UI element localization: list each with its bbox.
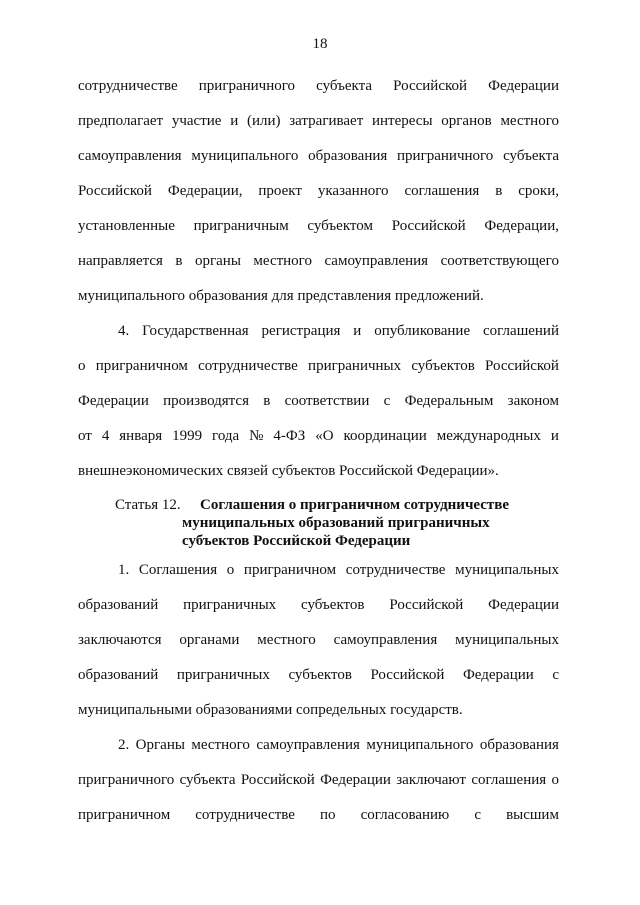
word: и [550,428,559,444]
word: Органы [135,737,185,753]
word: соответствующего [440,253,559,269]
word: 4-ФЗ [273,428,306,444]
word: муниципальных [455,632,559,648]
text-line [78,356,559,376]
word: муниципальных [455,562,559,578]
word: января [119,428,163,444]
word: сотрудничестве [345,562,446,578]
word: образований [78,667,159,683]
word: приграничных [176,667,270,683]
word: с [474,807,481,823]
word: органов [441,113,492,129]
text-line: муниципальными образованиями сопредельных государств. [78,702,463,718]
text-line [118,321,559,341]
word: органами [179,632,240,648]
word: в [495,183,503,199]
word: в [263,393,271,409]
word: проект [258,183,302,199]
word: соглашения [404,183,480,199]
word: законом [507,393,559,409]
text-line [78,146,559,166]
word: Российской [370,667,445,683]
word: о [551,772,559,788]
word: координации [343,428,427,444]
word: местного [191,737,250,753]
word: муниципального [191,148,299,164]
word: приграничном [78,807,171,823]
word: муниципального [366,737,474,753]
article-label: Статья 12. [115,497,181,513]
article-title-line: Соглашения о приграничном сотрудничестве [200,497,510,513]
word: высшим [506,807,559,823]
word: Российской [393,78,468,94]
text-line [78,665,559,685]
text-line [78,251,559,271]
word: приграничного [397,148,494,164]
text-line [78,76,559,96]
text-line [78,181,559,201]
word: местного [253,253,312,269]
word: затрагивает [289,113,364,129]
word: Федерации, [167,183,243,199]
word: и [230,113,239,129]
word: самоуправления [78,148,182,164]
word: Федерации [320,772,391,788]
word: заключают [396,772,466,788]
word: сотрудничестве [198,358,298,374]
word: Российской [78,183,152,199]
word: регистрация [261,323,341,339]
word: 1999 [172,428,203,444]
word: в [175,253,183,269]
word: направляется [78,253,163,269]
word: Российской [389,597,464,613]
word: соглашения [471,772,547,788]
word: приграничного [198,78,296,94]
article-title-line: муниципальных образований приграничных [182,515,490,531]
word: приграничном [243,562,337,578]
text-line: внешнеэкономических связей субъектов Российской Федерации». [78,463,499,479]
word: сотрудничестве [78,78,178,94]
word: (или) [246,113,281,129]
text-line [78,595,559,615]
word: по [320,807,336,823]
word: согласованию [360,807,450,823]
word: Федерации [488,78,559,94]
word: с [552,667,559,683]
text-line [78,770,559,790]
word: предполагает [78,113,164,129]
text-line [78,111,559,131]
word: от [78,428,92,444]
word: интересы [372,113,433,129]
article-title-line: субъектов Российской Федерации [182,533,411,549]
text-line [78,426,559,446]
word: самоуправления [333,632,438,648]
word: местного [257,632,316,648]
text-line [118,735,559,755]
word: Государственная [142,323,249,339]
text-line [78,216,559,236]
word: установленные [78,218,175,234]
word: 4 [101,428,110,444]
word: Федеральным [404,393,494,409]
word: заключаются [78,632,162,648]
word: Федерации [488,597,559,613]
word: приграничном [95,358,188,374]
word: о [78,358,86,374]
word: субъекта [179,772,236,788]
word: 1. [118,562,130,578]
word: 2. [118,737,130,753]
text-line [78,630,559,650]
word: приграничных [308,358,402,374]
word: приграничного [78,772,175,788]
word: самоуправления [256,737,360,753]
word: Федерации [78,393,149,409]
word: самоуправления [324,253,429,269]
word: сотрудничестве [195,807,295,823]
word: сроки, [518,183,559,199]
word: приграничным [193,218,289,234]
word: субъектов [288,667,352,683]
word: Российской [240,772,315,788]
word: Соглашения [138,562,218,578]
word: Федерации, [484,218,559,234]
word: о [226,562,235,578]
word: с [383,393,391,409]
text-line [118,560,559,580]
word: субъектов [411,358,475,374]
word: участие [171,113,222,129]
text-line: муниципального образования для представления предложений. [78,288,484,304]
word: образований [78,597,159,613]
word: субъекта [316,78,373,94]
word: «О [315,428,334,444]
word: образования [308,148,388,164]
word: соглашений [483,323,559,339]
text-line [78,391,559,411]
word: 4. [118,323,130,339]
word: Российской [485,358,559,374]
word: органы [195,253,241,269]
word: производятся [163,393,249,409]
word: субъекта [503,148,559,164]
word: местного [500,113,559,129]
word: Российской [391,218,466,234]
word: № [249,428,264,444]
word: субъектов [301,597,365,613]
word: субъектом [307,218,373,234]
word: года [212,428,240,444]
word: указанного [317,183,389,199]
text-line [78,805,559,825]
word: и [353,323,362,339]
page-number: 18 [312,36,328,52]
word: международных [436,428,541,444]
word: соответствии [284,393,370,409]
word: приграничных [183,597,277,613]
word: образования [479,737,559,753]
word: опубликование [374,323,471,339]
word: Федерации [462,667,534,683]
